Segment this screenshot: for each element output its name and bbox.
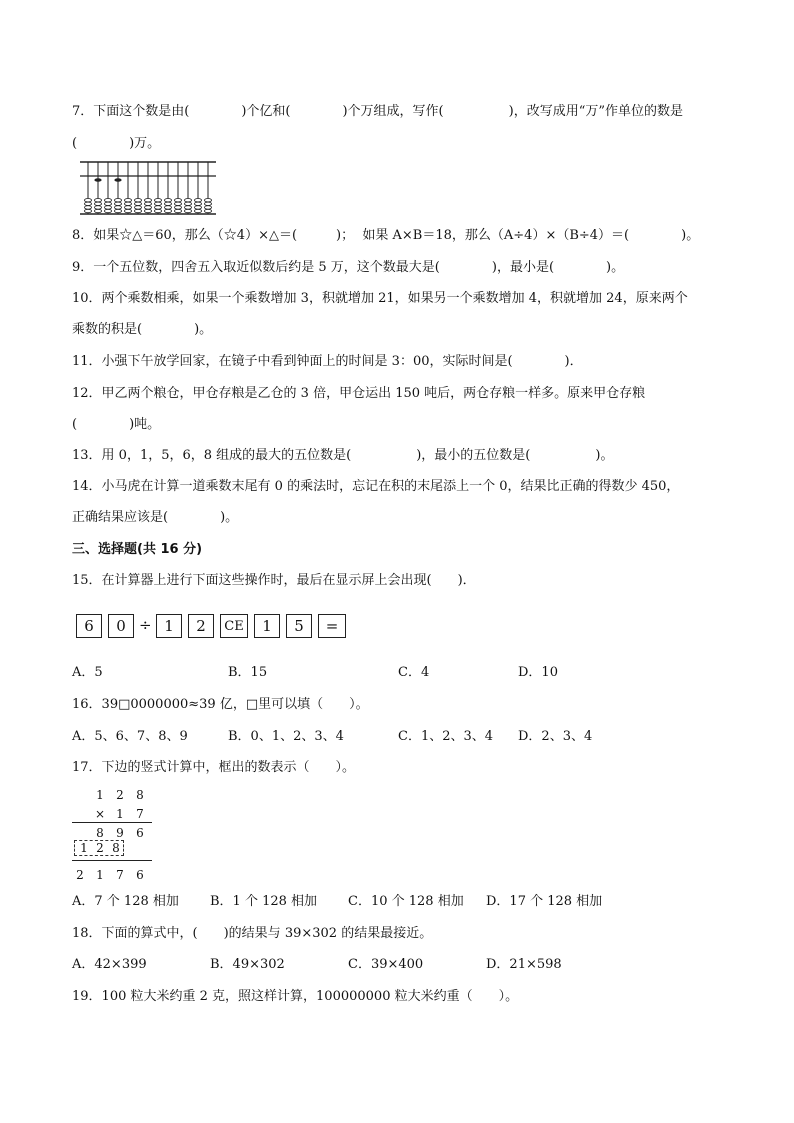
abacus-bead	[164, 209, 171, 212]
v-r1-c1: 1	[96, 788, 104, 802]
abacus-bead	[204, 199, 211, 202]
calc-key-2: 2	[188, 614, 214, 638]
q16-option-c: C．1、2、3、4	[398, 729, 494, 744]
v-r2-c2: 1	[116, 807, 124, 821]
abacus-bead	[94, 202, 101, 205]
abacus-bead	[144, 202, 151, 205]
abacus-bead	[194, 206, 201, 209]
abacus-image	[80, 160, 216, 216]
abacus-bead	[154, 209, 161, 212]
q18: 18．下面的算式中，( )的结果与 39×302 的结果最接近。	[72, 926, 433, 941]
q17: 17．下边的竖式计算中，框出的数表示（ ）。	[72, 760, 356, 775]
v-r3-c1: 8	[96, 826, 104, 840]
abacus-bead	[164, 199, 171, 202]
abacus-bead	[164, 206, 171, 209]
abacus-counted-bead	[94, 178, 101, 182]
abacus-bead	[174, 206, 181, 209]
abacus-bead	[124, 209, 131, 212]
q15: 15．在计算器上进行下面这些操作时，最后在显示屏上会出现( )．	[72, 573, 476, 588]
abacus-bead	[134, 206, 141, 209]
abacus-counted-bead	[114, 178, 121, 182]
abacus-bead	[94, 206, 101, 209]
section-title-choice: 三、选择题(共 16 分)	[72, 542, 203, 557]
v-rule-1	[72, 822, 152, 823]
v-r5-c3: 7	[116, 868, 124, 882]
q10-line1: 10．两个乘数相乘，如果一个乘数增加 3，积就增加 21，如果另一个乘数增加 4，积就增加 24，原来两个	[72, 291, 688, 306]
abacus-bead	[174, 199, 181, 202]
abacus-bead	[154, 206, 161, 209]
q16-option-d: D．2、3、4	[518, 729, 593, 744]
abacus-bead	[134, 209, 141, 212]
q18-option-a: A．42×399	[72, 957, 147, 972]
abacus-bead	[114, 206, 121, 209]
v-r4-c1: 1	[80, 841, 88, 855]
abacus-bead	[154, 199, 161, 202]
q18-option-d: D．21×598	[486, 957, 562, 972]
abacus-bead	[144, 209, 151, 212]
abacus-bead	[104, 199, 111, 202]
q17-option-a: A．7 个 128 相加	[72, 894, 179, 909]
q15-option-a: A．5	[72, 665, 103, 680]
abacus-bead	[194, 199, 201, 202]
abacus-bead	[104, 202, 111, 205]
abacus-bead	[134, 199, 141, 202]
q19: 19．100 粒大米约重 2 克，照这样计算，100000000 粒大米约重（ ）。	[72, 989, 519, 1004]
abacus-bead	[204, 209, 211, 212]
q17-option-c: C．10 个 128 相加	[348, 894, 464, 909]
q14-line1: 14．小马虎在计算一道乘数末尾有 0 的乘法时，忘记在积的末尾添上一个 0，结果比正确的得数少 450，	[72, 479, 680, 494]
v-r2-c3: 7	[136, 807, 144, 821]
calc-key-0: 0	[108, 614, 134, 638]
v-r4-c3: 8	[112, 841, 120, 855]
q15-option-c: C．4	[398, 665, 430, 680]
q13: 13．用 0，1，5，6，8 组成的最大的五位数是( )，最小的五位数是( )。	[72, 448, 614, 463]
abacus-bead	[114, 202, 121, 205]
v-r5-c1: 2	[76, 868, 84, 882]
abacus-bead	[84, 202, 91, 205]
abacus-bead	[124, 202, 131, 205]
q18-option-b: B．49×302	[210, 957, 285, 972]
abacus-bead	[194, 202, 201, 205]
abacus-bead	[84, 209, 91, 212]
q12-line1: 12．甲乙两个粮仓，甲仓存粮是乙仓的 3 倍，甲仓运出 150 吨后，两仓存粮一样多。原来甲仓存粮	[72, 386, 646, 401]
v-r5-c4: 6	[136, 868, 144, 882]
abacus-bead	[94, 199, 101, 202]
abacus-bead	[184, 206, 191, 209]
q16-option-a: A．5、6、7、8、9	[72, 729, 188, 744]
q12-line2: ( )吨。	[72, 417, 161, 432]
calc-key-ce: CE	[220, 614, 248, 638]
q17-option-d: D．17 个 128 相加	[486, 894, 603, 909]
abacus-bead	[154, 202, 161, 205]
q16-option-b: B．0、1、2、3、4	[228, 729, 344, 744]
q16: 16．39□0000000≈39 亿，□里可以填（ ）。	[72, 697, 369, 712]
abacus-bead	[104, 209, 111, 212]
abacus-bead	[114, 209, 121, 212]
abacus-bead	[174, 209, 181, 212]
v-r3-c2: 9	[116, 826, 124, 840]
calc-key-1b: 1	[254, 614, 280, 638]
q15-option-b: B．15	[228, 665, 268, 680]
calc-key-5: 5	[286, 614, 312, 638]
abacus-bead	[174, 202, 181, 205]
calc-key-1: 1	[156, 614, 182, 638]
abacus-bead	[124, 206, 131, 209]
q7-line1: 7．下面这个数是由( )个亿和( )个万组成，写作( )，改写成用“万”作单位的数是	[72, 104, 683, 119]
q10-line2: 乘数的积是( )。	[72, 322, 213, 337]
abacus-bead	[84, 199, 91, 202]
q8: 8．如果☆△＝60，那么（☆4）×△＝( )； 如果 A×B＝18，那么（A÷4）×（B÷4）＝( )。	[72, 228, 700, 243]
q15-option-d: D．10	[518, 665, 558, 680]
abacus-bead	[124, 199, 131, 202]
abacus-bead	[204, 206, 211, 209]
v-r1-c3: 8	[136, 788, 144, 802]
abacus-bead	[114, 199, 121, 202]
q17-option-b: B．1 个 128 相加	[210, 894, 318, 909]
v-r5-c2: 1	[96, 868, 104, 882]
abacus-bead	[184, 199, 191, 202]
q7-line2: ( )万。	[72, 136, 161, 151]
abacus-bead	[184, 209, 191, 212]
abacus-bead	[94, 209, 101, 212]
v-r3-c3: 6	[136, 826, 144, 840]
v-r4-c2: 2	[96, 841, 104, 855]
abacus-bead	[144, 199, 151, 202]
v-r2-c1: ×	[94, 807, 106, 821]
q14-line2: 正确结果应该是( )。	[72, 510, 239, 525]
abacus-bead	[134, 202, 141, 205]
q18-option-c: C．39×400	[348, 957, 424, 972]
abacus-bead	[144, 206, 151, 209]
q11: 11．小强下午放学回家，在镜子中看到钟面上的时间是 3：00，实际时间是( )．	[72, 354, 583, 369]
abacus-bead	[184, 202, 191, 205]
v-rule-2	[72, 860, 152, 861]
abacus-bead	[164, 202, 171, 205]
abacus-bead	[204, 202, 211, 205]
v-r1-c2: 2	[116, 788, 124, 802]
abacus-bead	[104, 206, 111, 209]
calc-divide-sign: ÷	[139, 616, 152, 634]
abacus-bead	[194, 209, 201, 212]
q9: 9．一个五位数，四舍五入取近似数后约是 5 万，这个数最大是( )，最小是( )。	[72, 260, 625, 275]
vertical-multiplication	[72, 788, 156, 884]
calc-key-6: 6	[76, 614, 102, 638]
abacus-bead	[84, 206, 91, 209]
calc-key-equals: =	[318, 614, 346, 638]
